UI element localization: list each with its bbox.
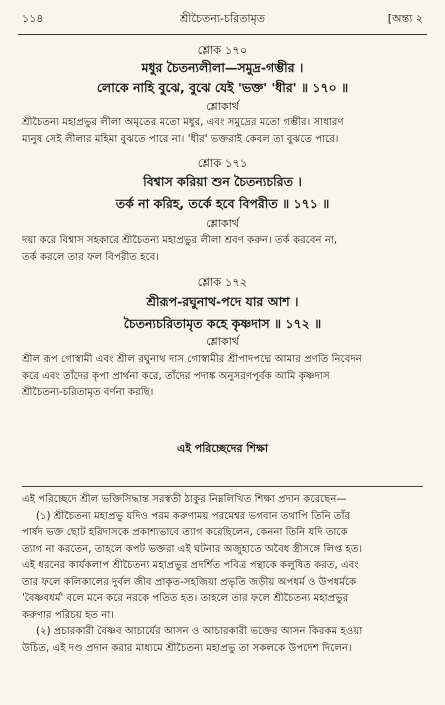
verse-170-line-2: লোকে নাহি বুঝে, বুঝে যেই 'ভক্ত' 'ধীর' ॥ ১৭০ ॥ — [96, 80, 349, 95]
chapter-marker: [অন্ত্য ২ — [387, 12, 423, 25]
page-number: ১১৪ — [22, 12, 44, 25]
summary-text — [22, 492, 425, 657]
verse-171-meaning-label: শ্লোকার্থ — [206, 217, 239, 230]
summary-line: (২) প্রচারকারী বৈষ্ণব আচার্যের আসন ও আচারকারী ভক্তের আসন কিরকম হওয়া — [36, 626, 363, 637]
translation-line: তর্ক করলে তার ফল বিপরীত হবে। — [22, 251, 160, 263]
header-rule — [18, 34, 427, 35]
verse-172-translation — [22, 352, 425, 402]
summary-line: পার্ষদ ভক্ত ছোট হরিদাসকে প্রকাশ্যভাবে ত্যাগ করেছিলেন, কেননা তিনি যদি তাকে — [22, 527, 348, 538]
summary-line: (১) শ্রীচৈতন্য মহাপ্রভু যদিও পরম করুণাময় পরমেশ্বর ভগবান তথাপি তিনি তাঁর — [36, 510, 351, 522]
summary-line: 'বৈষ্ণবধর্ম' বলে মনে করে নরকে পতিত হত। তাহলে তার ফলে শ্রীচৈতন্য মহাপ্রভুর — [22, 593, 349, 604]
summary-line: করুণার পরিচয় হত না। — [22, 609, 114, 621]
verse-170-line-1: মধুর চৈতন্যলীলা—সমুদ্র-গম্ভীর । — [141, 60, 304, 75]
verse-172-label: শ্লোক ১৭২ — [197, 275, 248, 289]
verse-170-meaning-label: শ্লোকার্থ — [206, 100, 239, 113]
verse-171-label: শ্লোক ১৭১ — [197, 156, 248, 170]
verse-171-line-1: বিশ্বাস করিয়া শুন চৈতন্যচরিত । — [143, 174, 302, 189]
translation-line: দয়া করে বিশ্বাস সহকারে শ্রীচৈতন্য মহাপ্রভুর লীলা শ্রবণ করুন। তর্ক করবেন না, — [22, 235, 338, 246]
summary-line: ত্যাগ না করতেন, তাহলে কপট ভক্তরা এই ঘটনার অজুহাতে অবৈধ স্ত্রীসঙ্গে লিপ্ত হত। — [22, 543, 363, 555]
summary-line: তার ফলে কলিকালের দুর্বল জীব প্রাকৃত-সহজিয়া প্রভৃতি জড়ীয় অপধর্ম ও উপধর্মকে — [22, 576, 357, 588]
verse-171-translation — [22, 233, 425, 266]
verse-172-line-2: চৈতন্যচরিতামৃত কহে কৃষ্ণদাস ॥ ১৭২ ॥ — [123, 316, 322, 331]
verse-170-translation — [22, 115, 425, 148]
running-title: শ্রীচৈতন্য-চরিতামৃত — [180, 12, 265, 25]
translation-line: মানুষ সেই লীলার মহিমা বুঝতে পারে না। 'ধীর' ভক্তরাই কেবল তা বুঝতে পারে। — [22, 133, 339, 145]
verse-171-line-2: তর্ক না করিহ, তর্কে হবে বিপরীত ॥ ১৭১ ॥ — [115, 196, 330, 211]
verse-172-meaning-label: শ্লোকার্থ — [206, 335, 239, 348]
summary-heading: এই পরিচ্ছেদের শিক্ষা — [176, 442, 269, 455]
page-header — [0, 10, 445, 32]
summary-rule — [22, 486, 423, 487]
translation-line: শ্রীল রূপ গোস্বামী এবং শ্রীল রঘুনাথ দাস গোস্বামীর শ্রীপাদপদ্মে আমার প্রণতি নিবেদন — [22, 354, 362, 365]
verse-172-line-1: শ্রীরূপ-রঘুনাথ-পদে যার আশ । — [146, 294, 299, 309]
translation-line: করে এবং তাঁদের কৃপা প্রার্থনা করে, তাঁদের পদাঙ্ক অনুসরণপূর্বক আমি কৃষ্ণদাস — [22, 370, 330, 382]
verse-170-label: শ্লোক ১৭০ — [197, 43, 248, 57]
summary-line: এই পরিচ্ছেদে শ্রীল ভক্তিসিদ্ধান্ত সরস্বতী ঠাকুর নিম্নলিখিত শিক্ষা প্রদান করেছেন— — [22, 494, 347, 505]
translation-line: শ্রীচৈতন্য মহাপ্রভুর লীলা অমৃতের মতো মধুর, এবং সমুদ্রের মতো গম্ভীর। সাধারণ — [22, 117, 344, 128]
summary-line: উচিত, এই দণ্ড প্রদান করার মাধ্যমে শ্রীচৈতন্য মহাপ্রভু তা সকলকে উপদেশ দিলেন। — [22, 642, 352, 654]
translation-line: শ্রীচৈতন্য-চরিতামৃত বর্ণনা করছি। — [22, 387, 154, 398]
summary-line: এই ধরনের কার্যকলাপ শ্রীচৈতন্য মহাপ্রভুর প্রদর্শিত পবিত্র পন্থাকে কলুষিত করত, এবং — [22, 560, 359, 571]
